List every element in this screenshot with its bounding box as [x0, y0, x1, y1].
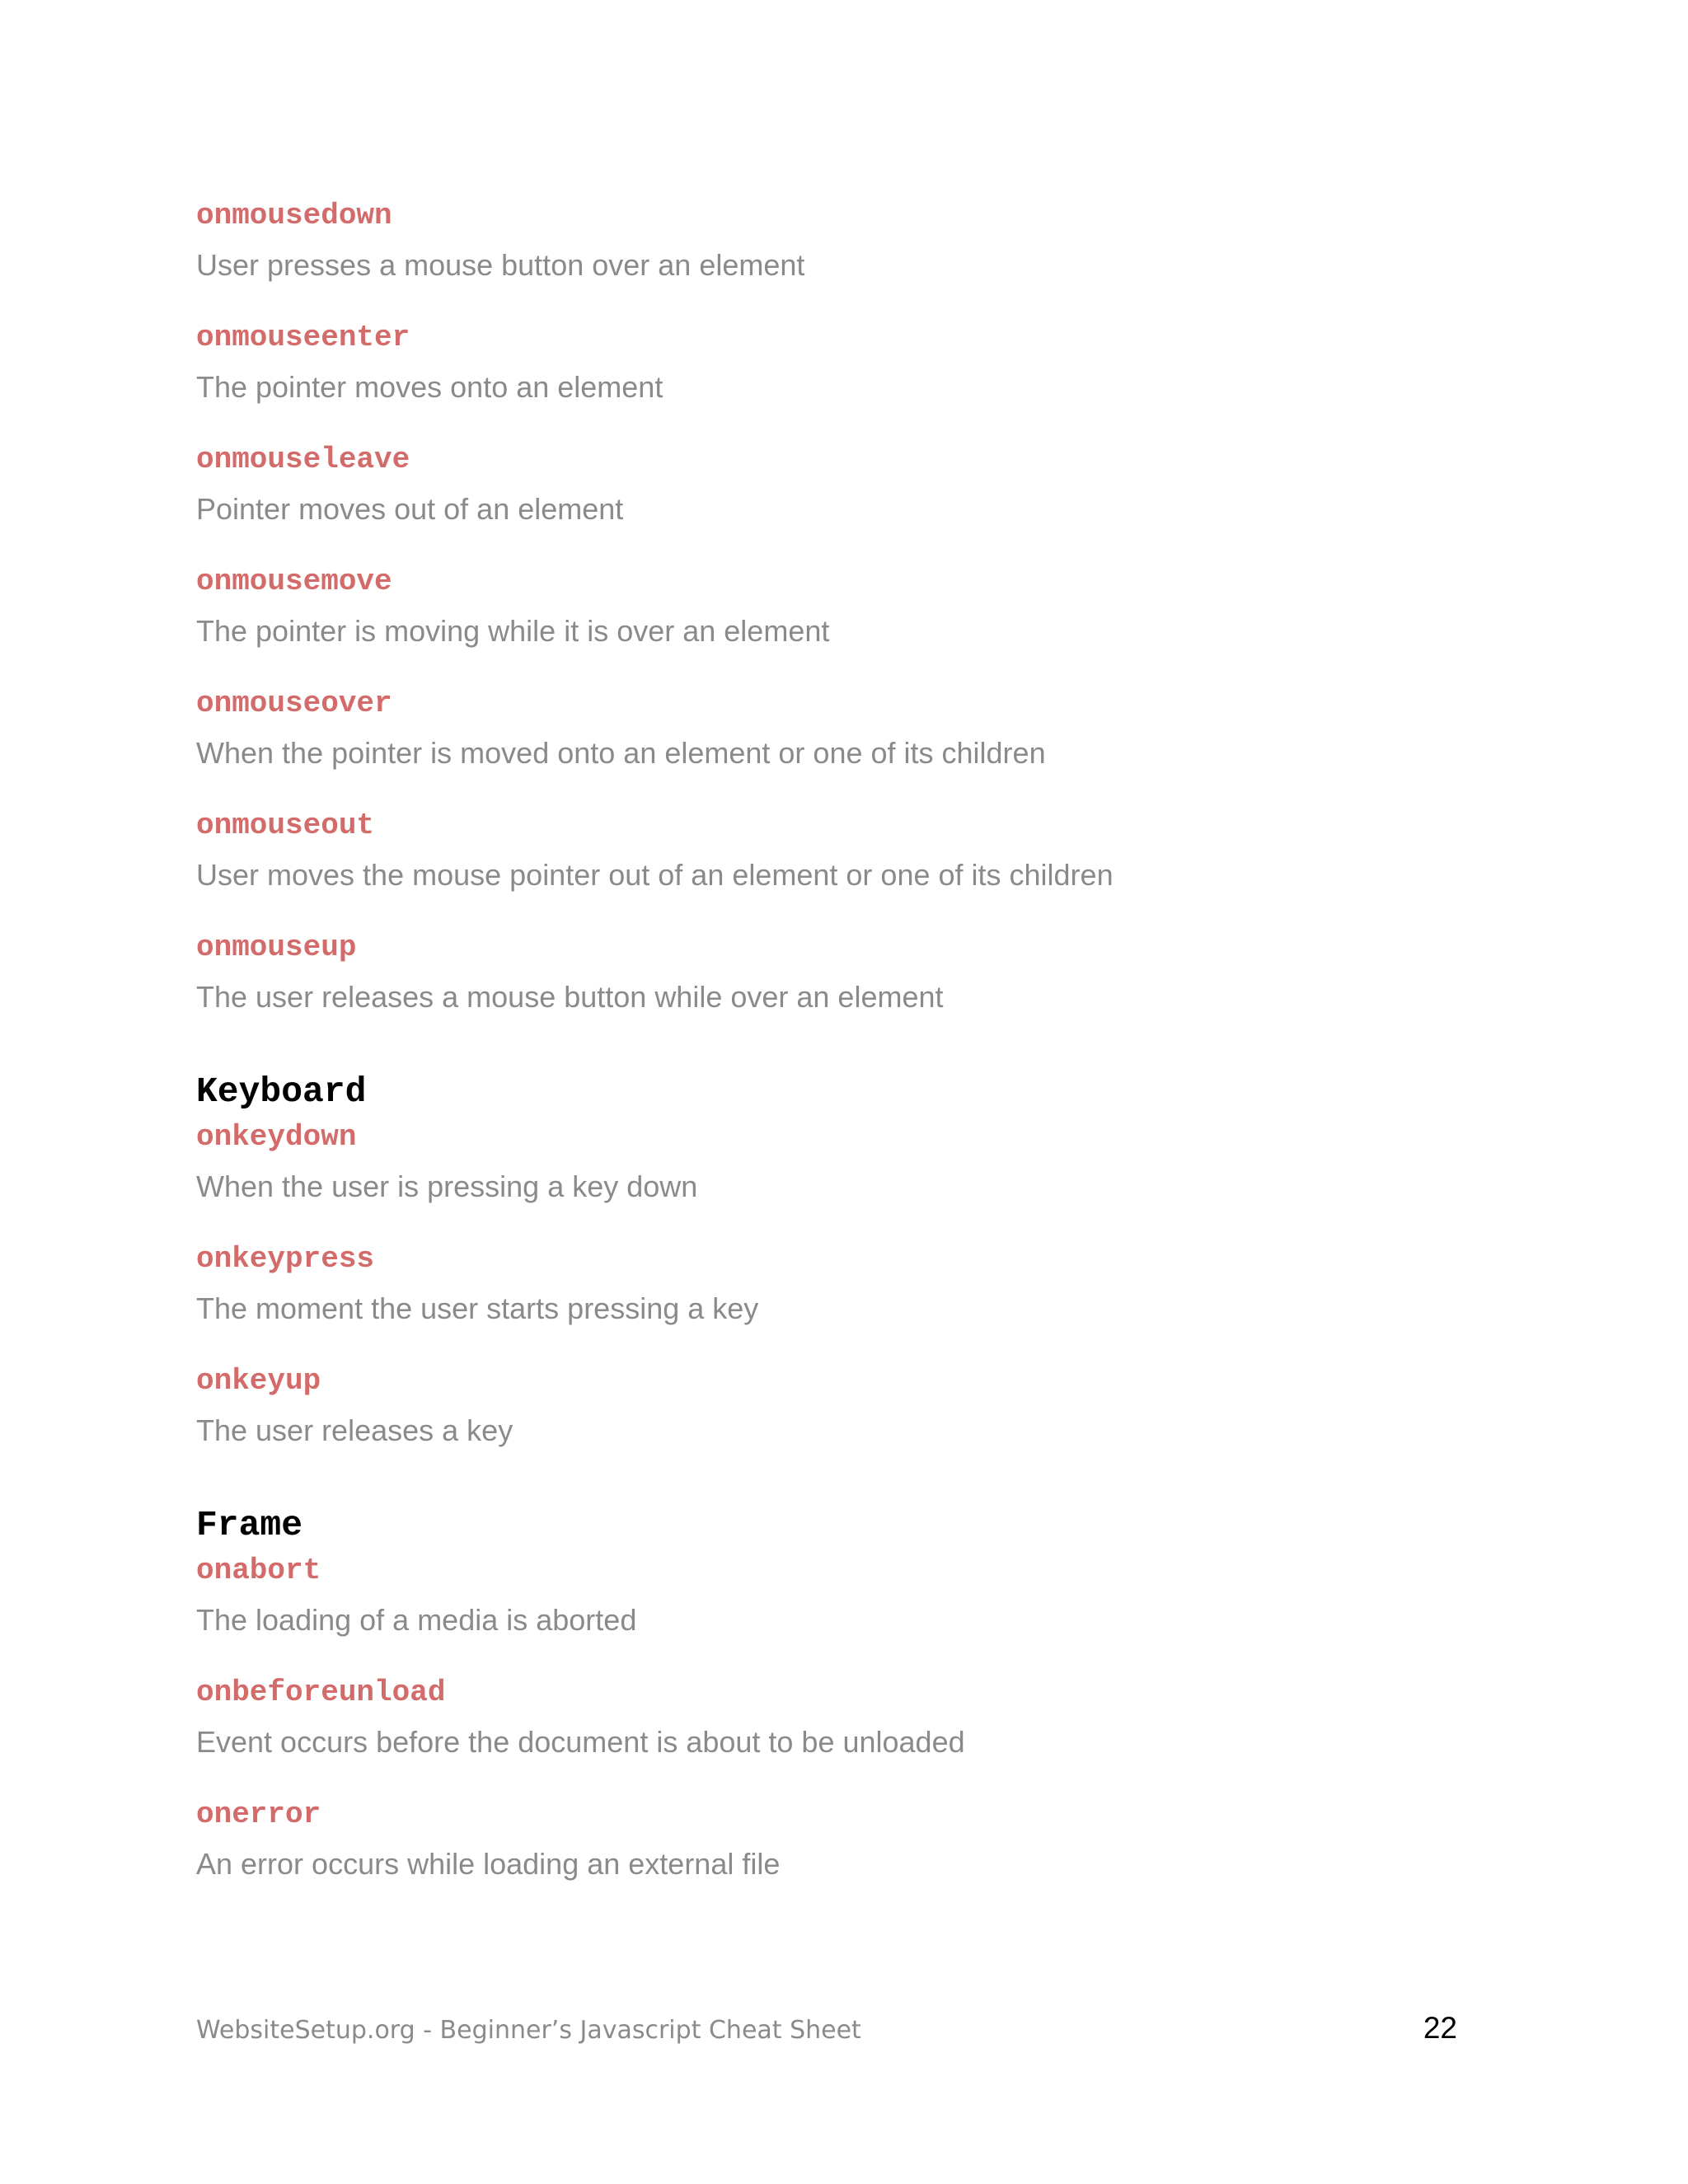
event-name: onkeypress [196, 1242, 375, 1276]
frame-section [196, 1505, 1482, 1882]
event-name: onmousemove [196, 565, 392, 598]
event-entry-onmouseup [196, 930, 1482, 1015]
page-footer [196, 2011, 1457, 2052]
event-description: User presses a mouse button over an element [196, 248, 805, 282]
event-description: Event occurs before the document is about to be unloaded [196, 1725, 965, 1759]
event-entry-onbeforeunload [196, 1675, 1482, 1760]
event-description: The pointer is moving while it is over an element [196, 614, 830, 648]
event-description: An error occurs while loading an external file [196, 1847, 781, 1881]
page-number: 22 [1423, 2011, 1457, 2045]
event-entry-onmouseover [196, 686, 1482, 771]
event-name: onbeforeunload [196, 1675, 446, 1709]
event-name: onkeydown [196, 1120, 357, 1154]
event-description: The user releases a key [196, 1413, 513, 1447]
event-entry-onmouseleave [196, 442, 1482, 527]
event-description: When the pointer is moved onto an element or one of its children [196, 736, 1046, 770]
event-description: The pointer moves onto an element [196, 370, 663, 404]
event-name: onmouseover [196, 687, 392, 720]
footer-text: WebsiteSetup.org - Beginner’s Javascript Cheat Sheet [196, 2016, 861, 2045]
event-entry-onkeydown [196, 1119, 1482, 1205]
event-name: onkeyup [196, 1364, 321, 1398]
event-name: onabort [196, 1554, 321, 1587]
event-name: onmouseenter [196, 321, 410, 354]
event-name: onmousedown [196, 199, 392, 232]
event-description: User moves the mouse pointer out of an element or one of its children [196, 858, 1114, 892]
section-heading-frame: Frame [196, 1505, 303, 1545]
event-entry-onabort [196, 1553, 1482, 1638]
section-heading-keyboard: Keyboard [196, 1071, 367, 1112]
event-name: onmouseup [196, 930, 357, 964]
keyboard-section [196, 1071, 1482, 1449]
event-entry-onerror [196, 1797, 1482, 1882]
event-name: onmouseleave [196, 443, 410, 476]
event-name: onerror [196, 1797, 321, 1831]
event-entry-onmousemove [196, 564, 1482, 649]
event-description: The moment the user starts pressing a key [196, 1291, 759, 1325]
event-entry-onkeyup [196, 1363, 1482, 1449]
event-name: onmouseout [196, 808, 375, 842]
event-entry-onkeypress [196, 1241, 1482, 1327]
event-entry-onmouseout [196, 808, 1482, 893]
event-description: When the user is pressing a key down [196, 1169, 698, 1203]
page-content [196, 198, 1482, 1882]
event-description: Pointer moves out of an element [196, 492, 624, 526]
event-entry-onmouseenter [196, 320, 1482, 405]
event-description: The user releases a mouse button while over an element [196, 980, 944, 1014]
event-description: The loading of a media is aborted [196, 1603, 637, 1637]
event-entry-onmousedown [196, 198, 1482, 284]
